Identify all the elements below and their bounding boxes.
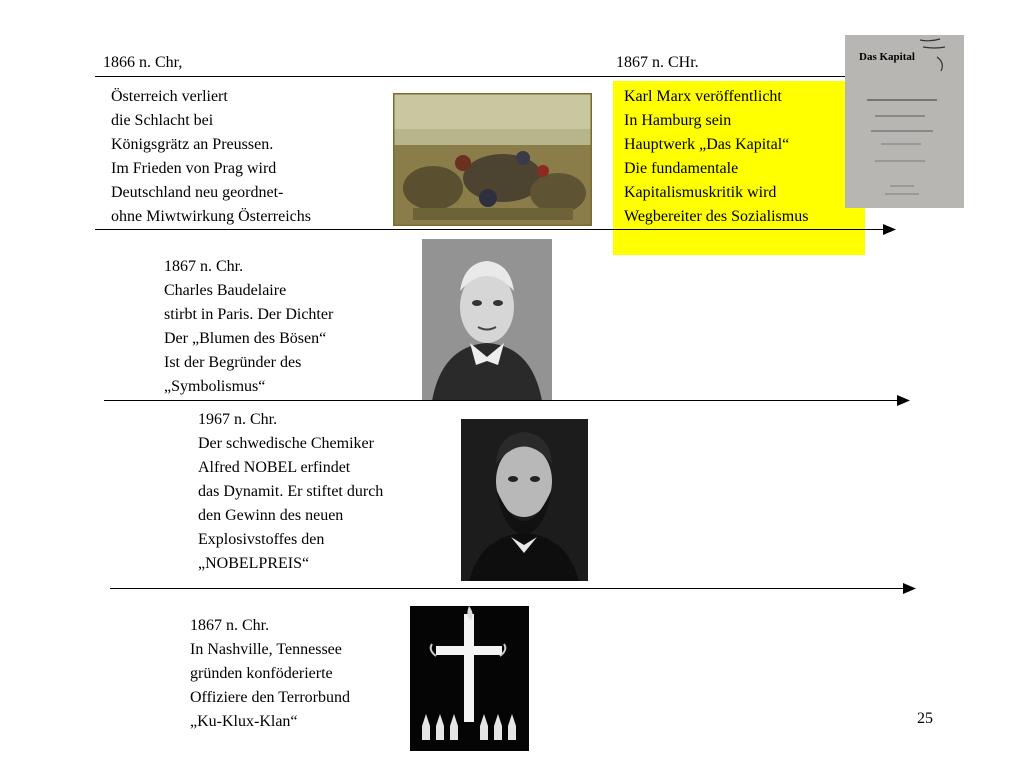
text-line: Charles Baudelaire [164, 282, 287, 299]
book-title: Das Kapital [859, 51, 915, 63]
timeline-arrow-3 [110, 588, 905, 589]
burning-cross-image [410, 606, 529, 751]
text-line: „Ku-Klux-Klan“ [190, 713, 298, 730]
text-line: ohne Miwtwirkung Österreichs [111, 208, 311, 225]
year-1866-label: 1866 n. Chr, [103, 54, 183, 71]
koeniggraetz-text [111, 85, 311, 229]
text-line: Der „Blumen des Bösen“ [164, 330, 327, 347]
text-line: das Dynamit. Er stiftet durch [198, 483, 384, 500]
timeline-arrow-2 [104, 400, 899, 401]
baudelaire-portrait-image [422, 239, 552, 401]
text-line: Im Frieden von Prag wird [111, 160, 277, 177]
text-line: Der schwedische Chemiker [198, 435, 374, 452]
text-line: 1867 n. Chr. [164, 258, 244, 275]
text-line: Deutschland neu geordnet- [111, 184, 284, 201]
text-line: Hauptwerk „Das Kapital“ [624, 136, 790, 153]
text-line: die Schlacht bei [111, 112, 214, 129]
text-line: In Nashville, Tennessee [190, 641, 342, 658]
nobel-text [198, 408, 383, 576]
text-line: Kapitalismuskritik wird [624, 184, 777, 201]
text-line: Explosivstoffes den [198, 531, 325, 548]
text-line: In Hamburg sein [624, 112, 732, 129]
text-line: Königsgrätz an Preussen. [111, 136, 274, 153]
top-divider [95, 76, 847, 77]
das-kapital-cover-image [845, 35, 964, 208]
text-line: Die fundamentale [624, 160, 739, 177]
text-line: 1967 n. Chr. [198, 411, 278, 428]
text-line: Karl Marx veröffentlicht [624, 88, 782, 105]
text-line: „NOBELPREIS“ [198, 555, 310, 572]
text-line: Österreich verliert [111, 88, 228, 105]
text-line: 1867 n. Chr. [190, 617, 270, 634]
kkk-text [190, 614, 350, 734]
text-line: Wegbereiter des Sozialismus [624, 208, 809, 225]
text-line: Ist der Begründer des [164, 354, 302, 371]
arrow-head-icon [883, 224, 897, 235]
arrow-head-icon [897, 395, 911, 406]
slide-number: 25 [917, 710, 933, 727]
nobel-portrait-image [461, 419, 588, 581]
timeline-arrow-1 [95, 229, 885, 230]
baudelaire-text [164, 255, 333, 399]
text-line: Offiziere den Terrorbund [190, 689, 350, 706]
arrow-head-icon [903, 583, 917, 594]
battle-painting-image [393, 93, 592, 226]
year-1867-label: 1867 n. CHr. [616, 54, 699, 71]
text-line: „Symbolismus“ [164, 378, 266, 395]
text-line: Alfred NOBEL erfindet [198, 459, 351, 476]
text-line: gründen konföderierte [190, 665, 333, 682]
text-line: den Gewinn des neuen [198, 507, 344, 524]
text-line: stirbt in Paris. Der Dichter [164, 306, 334, 323]
